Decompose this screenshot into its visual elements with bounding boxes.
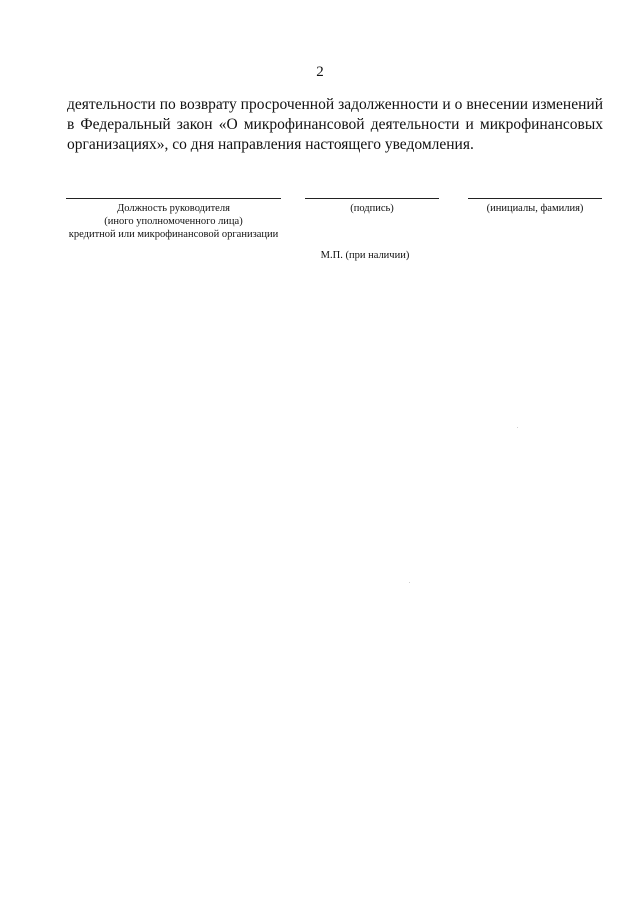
- page-number: 2: [316, 64, 324, 80]
- body-line: в Федеральный закон «О микрофинансовой деятельности и микрофинансовых: [67, 116, 603, 133]
- stamp-note: М.П. (при наличии): [320, 250, 410, 261]
- position-caption-line-2: (иного уполномоченного лица): [104, 216, 243, 227]
- name-underline: [468, 198, 602, 199]
- position-caption-line-3: кредитной или микрофинансовой организации: [68, 229, 279, 240]
- body-line: деятельности по возврату просроченной задолженности и о внесении изменений: [67, 96, 603, 113]
- position-signature-block: [66, 198, 281, 241]
- scan-speck: [517, 427, 518, 428]
- signature-underline: [305, 198, 439, 199]
- signature-caption: (подпись): [350, 203, 394, 214]
- scan-speck: [409, 582, 410, 583]
- position-underline: [66, 198, 281, 199]
- signature-block: [305, 198, 439, 215]
- name-signature-block: [468, 198, 602, 215]
- name-caption: (инициалы, фамилия): [486, 203, 584, 214]
- body-line: организациях», со дня направления настоящего уведомления.: [67, 136, 474, 153]
- position-caption-line-1: Должность руководителя: [117, 203, 230, 214]
- body-text: [67, 95, 603, 155]
